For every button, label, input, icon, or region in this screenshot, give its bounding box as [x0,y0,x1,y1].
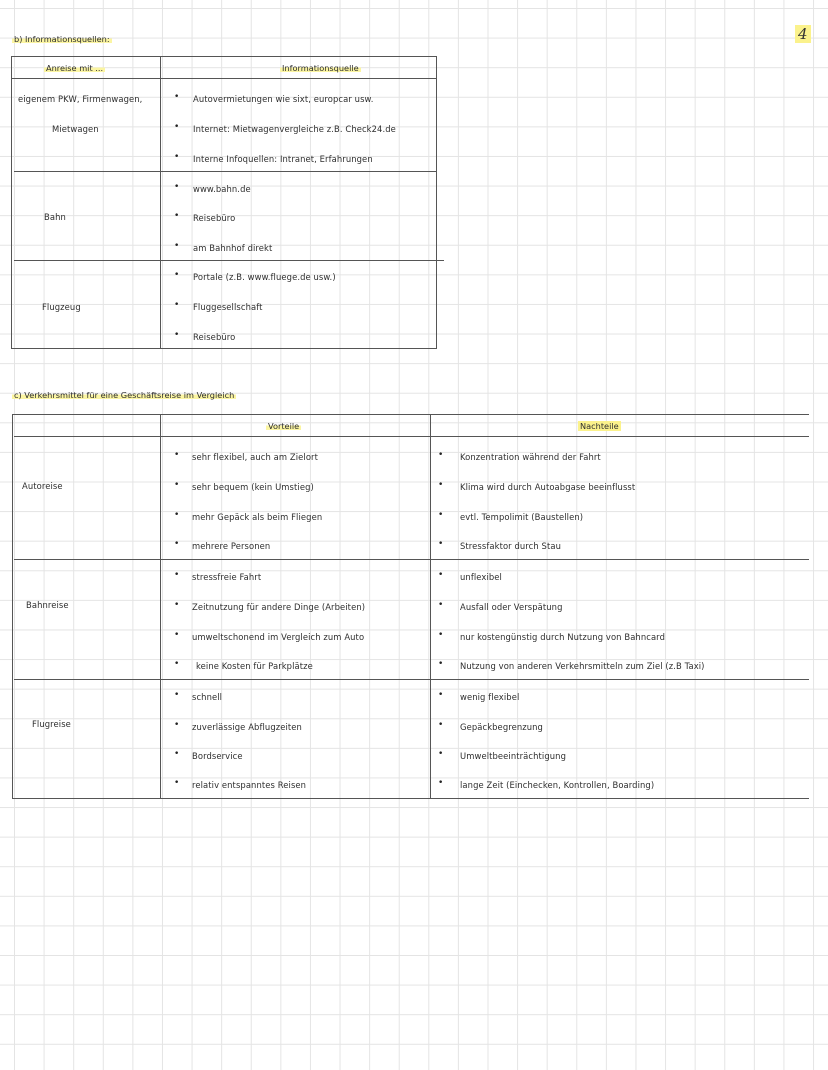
vorteil-item: relativ entspanntes Reisen [192,780,307,790]
row-label-pkw: eigenem PKW, Firmenwagen, [18,94,143,104]
nachteil-item: Nutzung von anderen Verkehrsmitteln zum Ziel (z.B Taxi) [460,661,705,671]
list-item: Portale (z.B. www.fluege.de usw.) [193,272,336,282]
row-label-autoreise: Autoreise [22,481,63,491]
vorteil-item: keine Kosten für Parkplätze [196,661,313,671]
nachteil-item: Konzentration während der Fahrt [460,452,601,462]
list-item: Autovermietungen wie sixt, europcar usw. [193,94,374,104]
bullet: • [174,510,180,520]
list-item: Internet: Mietwagenvergleiche z.B. Check24.de [193,124,396,134]
bullet: • [174,539,180,549]
bullet: • [174,330,180,340]
bullet: • [174,720,180,730]
row-label-bahnreise: Bahnreise [26,600,69,610]
bullet: • [438,630,444,640]
col-header-nachteile: Nachteile [580,421,619,431]
bullet: • [174,300,180,310]
bullet: • [174,690,180,700]
bullet: • [174,241,180,251]
nachteil-item: Stressfaktor durch Stau [460,541,561,551]
vorteil-item: umweltschonend im Vergleich zum Auto [192,632,365,642]
vorteil-item: sehr flexibel, auch am Zielort [192,452,318,462]
bullet: • [174,749,180,759]
vorteil-item: mehrere Personen [192,541,271,551]
bullet: • [438,510,444,520]
list-item: www.bahn.de [193,184,251,194]
vorteil-item: schnell [192,692,223,702]
col-header-informationsquelle: Informationsquelle [282,63,359,73]
section-c-heading: c) Verkehrsmittel für eine Geschäftsreise im Vergleich [14,390,235,400]
vorteil-item: mehr Gepäck als beim Fliegen [192,512,323,522]
nachteil-item: Umweltbeeinträchtigung [460,751,566,761]
nachteil-item: lange Zeit (Einchecken, Kontrollen, Boarding) [460,780,655,790]
bullet: • [438,450,444,460]
bullet: • [174,270,180,280]
list-item: am Bahnhof direkt [193,243,273,253]
bullet: • [174,92,180,102]
bullet: • [174,630,180,640]
nachteil-item: nur kostengünstig durch Nutzung von Bahncard [460,632,665,642]
nachteil-item: Gepäckbegrenzung [460,722,543,732]
row-label-mietwagen: Mietwagen [52,124,99,134]
bullet: • [174,152,180,162]
bullet: • [174,122,180,132]
nachteil-item: Ausfall oder Verspätung [460,602,563,612]
bullet: • [174,778,180,788]
list-item: Reisebüro [193,332,236,342]
vorteil-item: Zeitnutzung für andere Dinge (Arbeiten) [192,602,366,612]
bullet: • [438,659,444,669]
vorteil-item: zuverlässige Abflugzeiten [192,722,302,732]
vorteil-item: stressfreie Fahrt [192,572,262,582]
bullet: • [438,749,444,759]
vorteil-item: Bordservice [192,751,243,761]
bullet: • [174,600,180,610]
bullet: • [174,182,180,192]
nachteil-item: unflexibel [460,572,502,582]
row-label-flugzeug: Flugzeug [42,302,81,312]
col-header-anreise: Anreise mit ... [46,63,104,73]
section-b-heading: b) Informationsquellen: [14,34,110,44]
bullet: • [438,778,444,788]
vorteil-item: sehr bequem (kein Umstieg) [192,482,314,492]
list-item: Reisebüro [193,213,236,223]
bullet: • [174,450,180,460]
row-label-bahn: Bahn [44,212,66,222]
bullet: • [174,211,180,221]
list-item: Interne Infoquellen: Intranet, Erfahrungen [193,154,373,164]
row-label-flugreise: Flugreise [32,719,71,729]
bullet: • [438,480,444,490]
bullet: • [438,720,444,730]
page-number: 4 [795,24,811,43]
bullet: • [438,600,444,610]
nachteil-item: Klima wird durch Autoabgase beeinflusst [460,482,636,492]
nachteil-item: evtl. Tempolimit (Baustellen) [460,512,584,522]
bullet: • [174,480,180,490]
bullet: • [438,570,444,580]
bullet: • [174,570,180,580]
bullet: • [174,659,180,669]
bullet: • [438,690,444,700]
bullet: • [438,539,444,549]
nachteil-item: wenig flexibel [460,692,520,702]
list-item: Fluggesellschaft [193,302,263,312]
col-header-vorteile: Vorteile [268,421,300,431]
